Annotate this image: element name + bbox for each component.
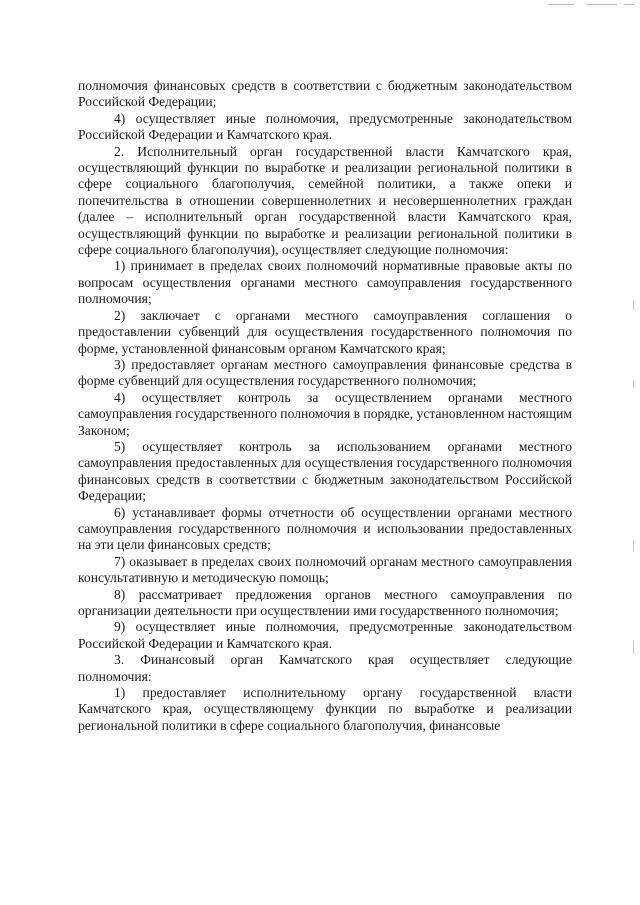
paragraph-p-3-1: 1) предоставляет исполнительному органу государственной власти Камчатского края, осуществляющему функции по выработке и реализации региональной политики в сфере социального благополучия, финансовые xyxy=(78,685,572,733)
paragraph-p-section-3: 3. Финансовый орган Камчатского края осуществляет следующие полномочия: xyxy=(78,652,572,684)
paragraph-p-2-5: 5) осуществляет контроль за использованием органами местного самоуправления предоставленных для осуществления государственного полномочия финансовых средств в соответствии с бюджетным законодательством Российской Федерации; xyxy=(78,438,572,504)
paragraph-p-2-9: 9) осуществляет иные полномочия, предусмотренные законодательством Российской Федерации и Камчатского края. xyxy=(78,619,572,651)
paragraph-p-cont-1: полномочия финансовых средств в соответствии с бюджетным законодательством Российской Федерации; xyxy=(78,78,572,110)
paragraph-p-4a: 4) осуществляет иные полномочия, предусмотренные законодательством Российской Федерации и Камчатского края. xyxy=(78,110,572,143)
paragraph-p-2-4: 4) осуществляет контроль за осуществлением органами местного самоуправления государственного полномочия в порядке, установленном настоящим Законом; xyxy=(78,389,572,438)
scan-artifact-top xyxy=(548,4,634,5)
scan-artifact-right-3 xyxy=(633,540,634,552)
paragraph-p-2-7: 7) оказывает в пределах своих полномочий органам местного самоуправления консультативную и методическую помощь; xyxy=(78,553,572,586)
paragraph-p-2-2: 2) заключает с органами местного самоуправления соглашения о предоставлении субвенций для осуществления государственного полномочия по форме, установленной финансовым органом Камчатского края; xyxy=(78,307,572,356)
document-body xyxy=(78,78,572,734)
scan-artifact-right-2 xyxy=(633,380,634,388)
scan-artifact-right-4 xyxy=(633,640,634,654)
scan-artifact-right-1 xyxy=(633,300,634,310)
paragraph-p-section-2: 2. Исполнительный орган государственной власти Камчатского края, осуществляющий функции по выработке и реализации региональной политики в сфере социального благополучия, семейной политики, а также опеки и попечительства в отношении совершеннолетних и несовершеннолетних граждан (далее – исполнительный орган государственной власти Камчатского края, осуществляющий функции по выработке и реализации региональной политики в сфере социального благополучия), осуществляет следующие полномочия: xyxy=(78,143,572,258)
paragraph-p-2-8: 8) рассматривает предложения органов местного самоуправления по организации деятельности при осуществлении ими государственного полномочия; xyxy=(78,586,572,618)
paragraph-p-2-6: 6) устанавливает формы отчетности об осуществлении органами местного самоуправления государственного полномочия и использовании предоставленных на эти цели финансовых средств; xyxy=(78,504,572,553)
paragraph-p-2-3: 3) предоставляет органам местного самоуправления финансовые средства в форме субвенций для осуществления государственного полномочия; xyxy=(78,356,572,389)
paragraph-p-2-1: 1) принимает в пределах своих полномочий нормативные правовые акты по вопросам осуществления органами местного самоуправления государственного полномочия; xyxy=(78,258,572,307)
